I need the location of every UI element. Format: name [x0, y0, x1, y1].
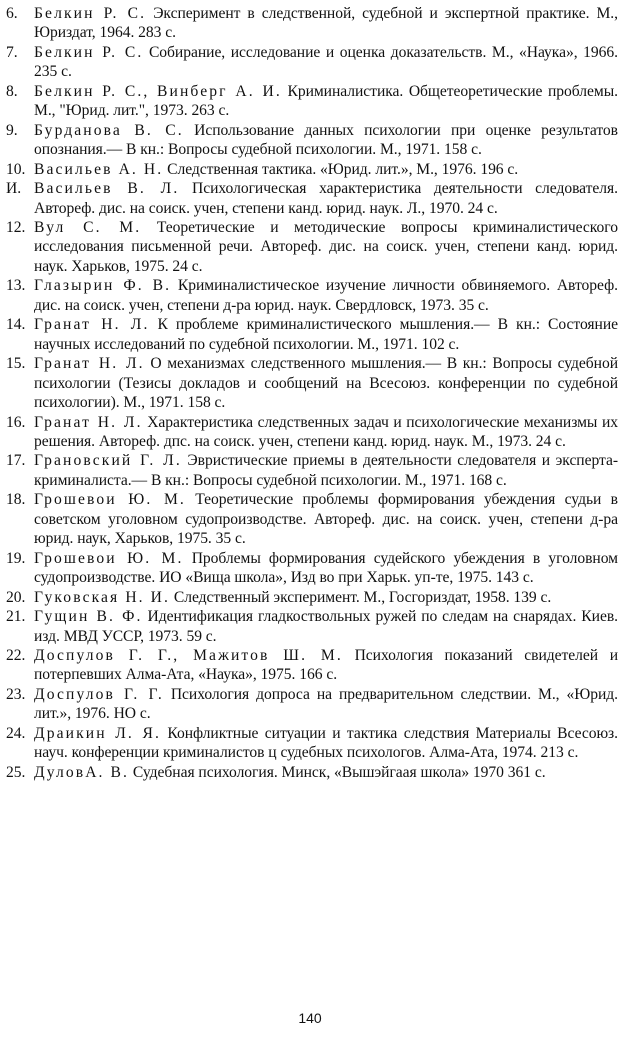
reference-number: 20. [6, 588, 26, 606]
reference-number: 8. [6, 82, 18, 100]
page-number: 140 [298, 1010, 322, 1026]
reference-entry [6, 82, 618, 121]
reference-entry [6, 276, 618, 315]
reference-text: Теоретические и методические вопросы криминалистического исследования письменной речи. Автореф. дис. на соиск. учен, степени канд. юрид. наук. Харьков, 1975. 24 с. [34, 218, 618, 275]
reference-number: 7. [6, 43, 18, 61]
reference-text: Эксперимент в следственной, судебной и экспертной практике. М., Юриздат, 1964. 283 с. [34, 5, 618, 42]
reference-author: Доспулов Г. Г. [34, 685, 164, 703]
reference-number: 21. [6, 608, 26, 626]
reference-text: Психология показаний свидетелей и потерпевших Алма-Ата, «Наука», 1975. 166 с. [34, 646, 618, 684]
reference-author: ДуловА. В. [34, 763, 130, 781]
reference-text: К проблеме криминалистического мышления.— В кн.: Состояние научных исследований по судебной психологии. М., 1971. 102 с. [34, 316, 618, 353]
reference-author: Гранат Н. Л. [34, 316, 150, 334]
reference-entry [6, 179, 618, 218]
reference-author: Грошевои Ю. М. [34, 491, 186, 509]
reference-number: 24. [6, 724, 26, 742]
reference-entry [6, 646, 618, 685]
reference-list [6, 4, 618, 782]
reference-entry [6, 724, 618, 763]
reference-author: Вул С. М. [34, 218, 142, 236]
reference-text: О механизмах следственного мышления.— В кн.: Вопросы судебной психологии (Тезисы докладов и сообщений на Всесоюз. конференции по судебной психологии). М., 1971. 158 с. [34, 355, 618, 412]
reference-author: Гуковская Н. И. [34, 588, 171, 606]
reference-number: 13. [6, 277, 26, 295]
reference-author: Гранат Н. Л. [34, 355, 145, 373]
reference-entry [6, 413, 618, 452]
reference-author: Васильев В. Л. [34, 180, 180, 198]
reference-number: 19. [6, 549, 26, 567]
reference-number: 14. [6, 316, 26, 334]
reference-author: Глазырин Ф. В. [34, 277, 172, 295]
reference-author: Белкин Р. С. [34, 5, 147, 22]
reference-entry [6, 354, 618, 412]
reference-text: Собирание, исследование и оценка доказательств. М., «Наука», 1966. 235 с. [34, 43, 618, 81]
reference-text: Характеристика следственных задач и психологические механизмы их решения. Автореф. дпс. на соиск. учен, степени канд. юрид. наук. М., 1973. 24 с. [34, 413, 618, 450]
reference-number: 12. [6, 218, 26, 236]
reference-entry [6, 4, 618, 43]
reference-entry [6, 218, 618, 276]
reference-entry [6, 490, 618, 548]
reference-text: Теоретические проблемы формирования убеждения судьи в советском уголовном судопроизводстве. Автореф. дис. на соиск. учен, степени д-ра юрид. наук, Харьков, 1975. 35 с. [34, 491, 618, 548]
reference-text: Криминалистическое изучение личности обвиняемого. Автореф. дис. на соиск. учен, степени д-ра юрид. наук. Свердловск, 1973. 35 с. [34, 277, 618, 314]
reference-author: Белкин Р. С. [34, 43, 144, 61]
reference-entry [6, 315, 618, 354]
reference-text: Использование данных психологии при оценке результатов опознания.— В кн.: Вопросы судебной психологии. М., 1971. 158 с. [34, 121, 618, 159]
reference-author: Грошевои Ю. М. [34, 549, 184, 567]
reference-text: Эвристические приемы в деятельности следователя и эксперта-криминалиста.— В кн.: Вопросы судебной психологии. М., 1971. 168 с. [34, 452, 618, 489]
reference-text: Судебная психология. Минск, «Вышэйгаая школа» 1970 361 с. [132, 763, 546, 781]
reference-entry [6, 121, 618, 160]
reference-number: 23. [6, 685, 26, 703]
reference-author: Грановский Г. Л. [34, 452, 182, 470]
reference-entry [6, 588, 618, 607]
reference-author: Белкин Р. С., Винберг А. И. [34, 82, 282, 100]
reference-text: Конфликтные ситуации и тактика следствия Материалы Всесоюз. науч. конференции криминалистов ц судебных психологов. Алма-Ата, 1974. 213 с. [34, 724, 619, 762]
reference-author: Доспулов Г. Г., Мажитов Ш. М. [34, 646, 343, 664]
reference-author: Васильев А. Н. [34, 160, 164, 178]
reference-number: 16. [6, 413, 26, 431]
reference-author: Бурданова В. С. [34, 121, 184, 139]
reference-entry [6, 607, 618, 646]
reference-entry [6, 685, 618, 724]
reference-number: 17. [6, 452, 26, 470]
reference-text: Идентификация гладкоствольных ружей по следам на снарядах. Киев. изд. МВД УССР, 1973. 59 с. [34, 608, 618, 645]
reference-entry [6, 763, 618, 782]
reference-entry [6, 549, 618, 588]
reference-entry [6, 451, 618, 490]
reference-text: Проблемы формирования судейского убеждения в уголовном судопроизводстве. ИО «Вища школа», Изд во при Харьк. уп-те, 1975. 143 с. [34, 549, 618, 587]
reference-number: 18. [6, 491, 26, 509]
reference-author: Драикин Л. Я. [34, 724, 161, 742]
reference-number: 9. [6, 121, 18, 139]
reference-number: 10. [6, 160, 26, 178]
reference-number: 25. [6, 763, 26, 781]
reference-number: И. [6, 180, 22, 198]
reference-number: 22. [6, 646, 26, 664]
reference-author: Гранат Н. Л. [34, 413, 143, 431]
reference-text: Психология допроса на предварительном следствии. М., «Юрид. лит.», 1976. НО с. [34, 685, 618, 723]
reference-author: Гущин В. Ф. [34, 608, 143, 626]
reference-entry [6, 43, 618, 82]
reference-text: Криминалистика. Общетеоретические проблемы. М., "Юрид. лит.", 1973. 263 с. [34, 82, 618, 120]
reference-number: 15. [6, 355, 26, 373]
reference-entry [6, 160, 618, 179]
reference-text: Следственная тактика. «Юрид. лит.», М., 1976. 196 с. [167, 160, 519, 178]
reference-number: 6. [6, 5, 18, 22]
reference-text: Психологическая характеристика деятельности следователя. Автореф. дис. на соиск. учен, степени канд. юрид. наук. Л., 1970. 24 с. [34, 180, 618, 217]
reference-text: Следственный эксперимент. М., Госгориздат, 1958. 139 с. [173, 588, 552, 606]
